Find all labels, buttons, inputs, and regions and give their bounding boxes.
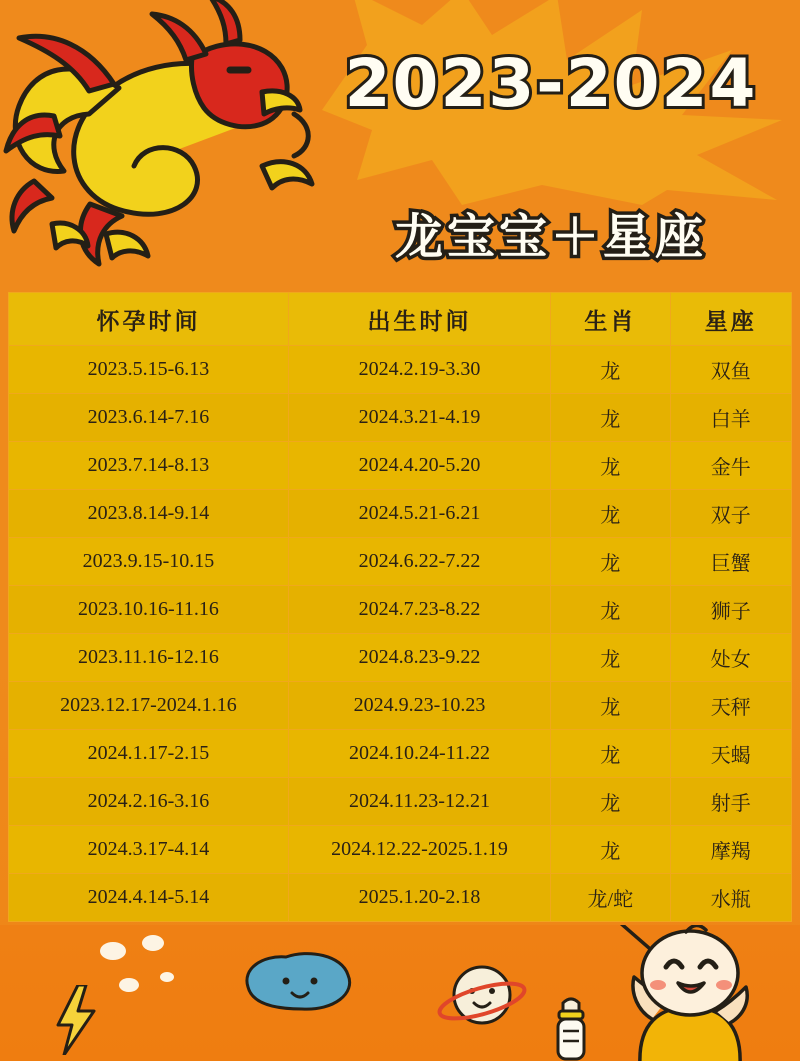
table-body xyxy=(9,346,792,922)
cell-pregnancy: 2024.3.17-4.14 xyxy=(9,826,289,874)
cell-star-sign: 天秤 xyxy=(670,682,791,730)
cell-chinese-zodiac: 龙 xyxy=(551,682,670,730)
cell-star-sign: 射手 xyxy=(670,778,791,826)
cell-chinese-zodiac: 龙 xyxy=(551,442,670,490)
cell-chinese-zodiac: 龙 xyxy=(551,730,670,778)
table-row xyxy=(9,346,792,394)
cell-pregnancy: 2023.7.14-8.13 xyxy=(9,442,289,490)
dragon-illustration xyxy=(0,0,324,288)
cell-pregnancy: 2023.9.15-10.15 xyxy=(9,538,289,586)
table-row xyxy=(9,826,792,874)
cell-star-sign: 天蝎 xyxy=(670,730,791,778)
cell-star-sign: 双鱼 xyxy=(670,346,791,394)
cell-star-sign: 狮子 xyxy=(670,586,791,634)
cell-birth: 2024.4.20-5.20 xyxy=(288,442,550,490)
cell-pregnancy: 2023.10.16-11.16 xyxy=(9,586,289,634)
table-row xyxy=(9,586,792,634)
baby-bottle-icon xyxy=(545,997,597,1061)
dots-decoration xyxy=(95,925,185,1005)
table-row xyxy=(9,538,792,586)
page-subtitle: 龙宝宝＋星座 xyxy=(394,211,707,264)
cell-pregnancy: 2023.5.15-6.13 xyxy=(9,346,289,394)
cell-star-sign: 巨蟹 xyxy=(670,538,791,586)
poster-header xyxy=(0,0,800,292)
column-header-chinese-zodiac: 生肖 xyxy=(551,293,670,346)
table-row xyxy=(9,874,792,922)
zodiac-table-wrapper xyxy=(8,292,792,922)
cell-pregnancy: 2024.4.14-5.14 xyxy=(9,874,289,922)
table-row xyxy=(9,730,792,778)
cloud-icon xyxy=(238,947,358,1019)
cell-chinese-zodiac: 龙 xyxy=(551,634,670,682)
cell-chinese-zodiac: 龙/蛇 xyxy=(551,874,670,922)
table-row xyxy=(9,442,792,490)
column-header-star-sign: 星座 xyxy=(670,293,791,346)
planet-icon xyxy=(432,955,532,1041)
cell-chinese-zodiac: 龙 xyxy=(551,778,670,826)
cell-star-sign: 白羊 xyxy=(670,394,791,442)
cell-birth: 2025.1.20-2.18 xyxy=(288,874,550,922)
table-row xyxy=(9,682,792,730)
cell-chinese-zodiac: 龙 xyxy=(551,826,670,874)
cell-chinese-zodiac: 龙 xyxy=(551,346,670,394)
cell-birth: 2024.8.23-9.22 xyxy=(288,634,550,682)
table-row xyxy=(9,634,792,682)
cell-birth: 2024.11.23-12.21 xyxy=(288,778,550,826)
table-row xyxy=(9,778,792,826)
cell-birth: 2024.5.21-6.21 xyxy=(288,490,550,538)
cell-birth: 2024.12.22-2025.1.19 xyxy=(288,826,550,874)
cell-pregnancy: 2024.1.17-2.15 xyxy=(9,730,289,778)
cell-chinese-zodiac: 龙 xyxy=(551,538,670,586)
cell-star-sign: 双子 xyxy=(670,490,791,538)
cell-pregnancy: 2023.12.17-2024.1.16 xyxy=(9,682,289,730)
cell-birth: 2024.2.19-3.30 xyxy=(288,346,550,394)
cell-birth: 2024.10.24-11.22 xyxy=(288,730,550,778)
table-row xyxy=(9,490,792,538)
column-header-birth: 出生时间 xyxy=(288,293,550,346)
cell-chinese-zodiac: 龙 xyxy=(551,490,670,538)
table-header-row xyxy=(9,293,792,346)
zodiac-table xyxy=(8,292,792,922)
cell-birth: 2024.7.23-8.22 xyxy=(288,586,550,634)
cell-birth: 2024.6.22-7.22 xyxy=(288,538,550,586)
cell-pregnancy: 2023.6.14-7.16 xyxy=(9,394,289,442)
table-row xyxy=(9,394,792,442)
cell-star-sign: 金牛 xyxy=(670,442,791,490)
cell-birth: 2024.3.21-4.19 xyxy=(288,394,550,442)
cell-pregnancy: 2023.8.14-9.14 xyxy=(9,490,289,538)
baby-illustration xyxy=(600,925,780,1061)
cell-star-sign: 摩羯 xyxy=(670,826,791,874)
cell-chinese-zodiac: 龙 xyxy=(551,394,670,442)
cell-star-sign: 水瓶 xyxy=(670,874,791,922)
cell-chinese-zodiac: 龙 xyxy=(551,586,670,634)
page-title: 2023-2024 xyxy=(344,45,758,122)
column-header-pregnancy: 怀孕时间 xyxy=(9,293,289,346)
cell-pregnancy: 2023.11.16-12.16 xyxy=(9,634,289,682)
cell-birth: 2024.9.23-10.23 xyxy=(288,682,550,730)
footer-decoration xyxy=(0,925,800,1061)
lightning-bolt-icon xyxy=(56,985,96,1055)
cell-star-sign: 处女 xyxy=(670,634,791,682)
cell-pregnancy: 2024.2.16-3.16 xyxy=(9,778,289,826)
